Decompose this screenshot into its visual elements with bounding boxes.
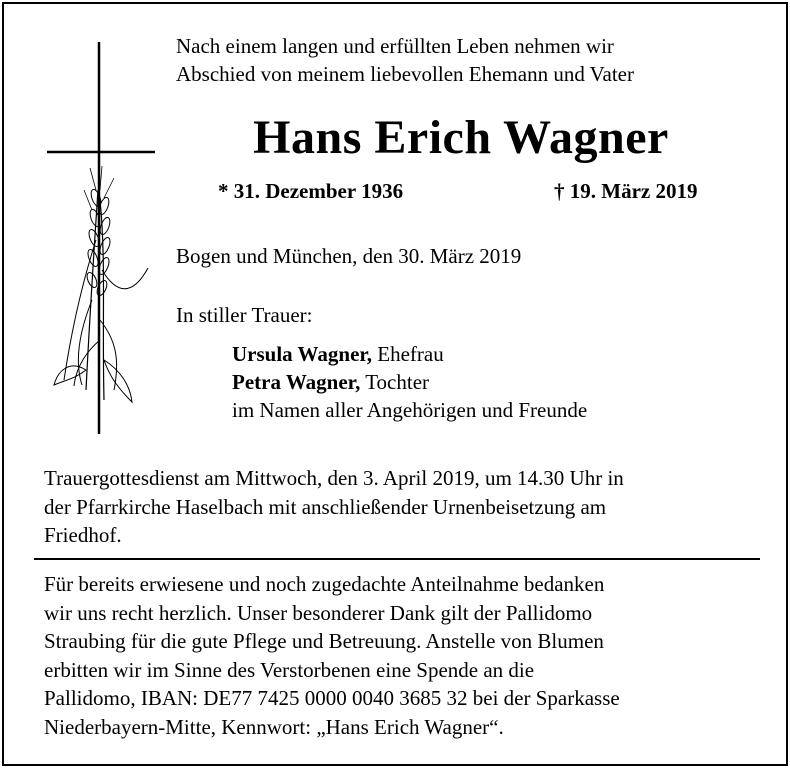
thanks-line: Für bereits erwiesene und noch zugedachte Anteilnahme bedanken: [44, 572, 605, 596]
service-line: Trauergottesdienst am Mittwoch, den 3. April 2019, um 14.30 Uhr in: [44, 466, 624, 490]
mourner-name: Petra Wagner,: [232, 370, 361, 394]
thanks-line: wir uns recht herzlich. Unser besonderer Dank gilt der Pallidomo: [44, 600, 593, 625]
mourners-list: [232, 340, 587, 424]
intro-line: Nach einem langen und erfüllten Leben nehmen wir: [176, 34, 614, 58]
mourner-row: [232, 340, 587, 368]
thanks-line: Straubing für die gute Pflege und Betreuung. Anstelle von Blumen: [44, 629, 604, 653]
service-line: der Pfarrkirche Haselbach mit anschließender Urnenbeisetzung am: [44, 494, 607, 519]
thanks-text: [44, 570, 764, 741]
section-divider: [34, 558, 760, 560]
place-date: Bogen und München, den 30. März 2019: [176, 244, 522, 268]
mourner-relation: Tochter: [360, 370, 430, 394]
mourners-closing: im Namen aller Angehörigen und Freunde: [232, 398, 588, 422]
thanks-line: erbitten wir im Sinne des Verstorbenen eine Spende an die: [44, 657, 535, 682]
deceased-name: Hans Erich Wagner: [253, 111, 669, 164]
mourning-heading: In stiller Trauer:: [176, 303, 313, 327]
cross-with-wheat-icon: [40, 40, 170, 440]
service-info: [44, 464, 764, 550]
mourner-name: Ursula Wagner,: [232, 342, 373, 366]
thanks-line: Pallidomo, IBAN: DE77 7425 0000 0040 3685 32 bei der Sparkasse: [44, 686, 620, 710]
mourner-row: [232, 368, 587, 396]
thanks-line: Niederbayern-Mitte, Kennwort: „Hans Erich Wagner“.: [44, 714, 504, 739]
intro-text: [176, 32, 634, 88]
service-line: Friedhof.: [44, 523, 122, 547]
mourner-relation: Ehefrau: [372, 342, 444, 366]
intro-line: Abschied von meinem liebevollen Ehemann und Vater: [176, 62, 634, 86]
birth-date: * 31. Dezember 1936: [218, 179, 404, 203]
obituary-notice: [2, 2, 788, 766]
death-date: † 19. März 2019: [554, 179, 698, 203]
